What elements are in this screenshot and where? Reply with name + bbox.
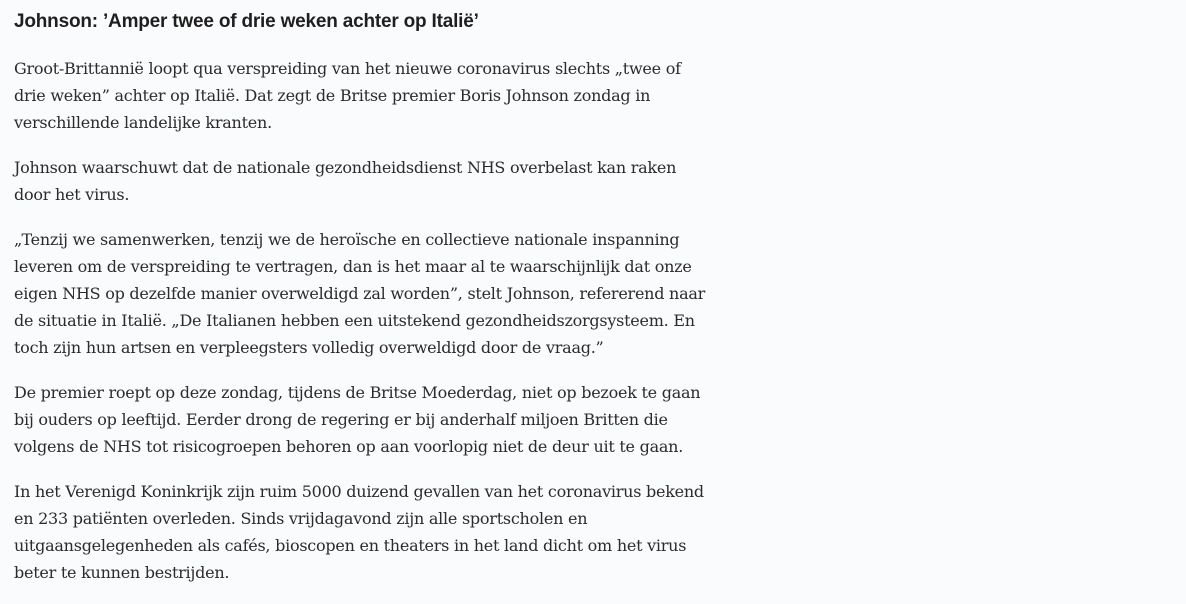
paragraph-line: drie weken” achter op Italië. Dat zegt de Britse premier Boris Johnson zondag in [14, 86, 651, 105]
article-paragraph-2 [14, 154, 726, 208]
paragraph-line: Johnson waarschuwt dat de nationale gezondheidsdienst NHS overbelast kan raken [14, 158, 677, 177]
paragraph-line: „Tenzij we samenwerken, tenzij we de heroïsche en collectieve nationale inspanning [14, 230, 680, 249]
paragraph-line: bij ouders op leeftijd. Eerder drong de regering er bij anderhalf miljoen Britten die [14, 410, 668, 429]
paragraph-line: toch zijn hun artsen en verpleegsters volledig overweldigd door de vraag.” [14, 338, 604, 357]
article-paragraph-1 [14, 55, 726, 136]
article-headline: Johnson: ’Amper twee of drie weken achter op Italië’ [14, 11, 479, 32]
paragraph-line: door het virus. [14, 185, 130, 204]
paragraph-line: en 233 patiënten overleden. Sinds vrijdagavond zijn alle sportscholen en [14, 509, 588, 528]
article-paragraph-5 [14, 478, 726, 586]
paragraph-line: beter te kunnen bestrijden. [14, 563, 230, 582]
paragraph-line: volgens de NHS tot risicogroepen behoren op aan voorlopig niet de deur uit te gaan. [14, 437, 684, 456]
article-paragraph-3 [14, 226, 726, 361]
article-paragraph-4 [14, 379, 726, 460]
paragraph-line: Groot-Brittannië loopt qua verspreiding van het nieuwe coronavirus slechts „twee of [14, 59, 681, 78]
paragraph-line: eigen NHS op dezelfde manier overweldigd zal worden”, stelt Johnson, refererend naar [14, 284, 706, 303]
paragraph-line: De premier roept op deze zondag, tijdens de Britse Moederdag, niet op bezoek te gaan [14, 383, 701, 402]
paragraph-line: In het Verenigd Koninkrijk zijn ruim 5000 duizend gevallen van het coronavirus bekend [14, 482, 704, 501]
article [14, 10, 726, 604]
paragraph-line: leveren om de verspreiding te vertragen, dan is het maar al te waarschijnlijk dat onze [14, 257, 692, 276]
paragraph-line: uitgaansgelegenheden als cafés, bioscopen en theaters in het land dicht om het virus [14, 536, 687, 555]
paragraph-line: de situatie in Italië. „De Italianen hebben een uitstekend gezondheidszorgsysteem. En [14, 311, 695, 330]
paragraph-line: verschillende landelijke kranten. [14, 113, 272, 132]
